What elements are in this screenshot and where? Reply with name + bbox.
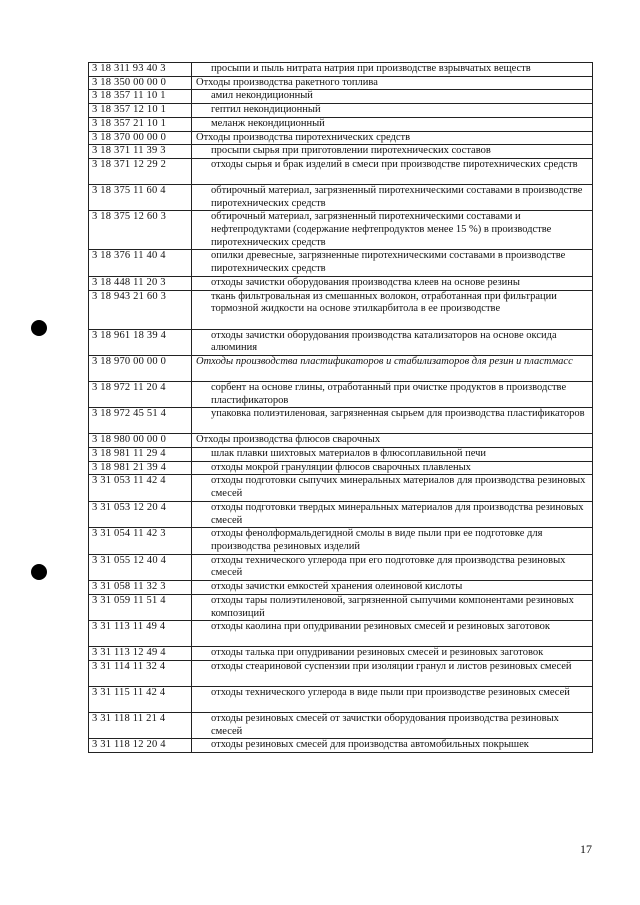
waste-name-cell: обтирочный материал, загрязненный пиротехническими составами и нефтепродуктами (содержание нефтепродуктов менее 15 %) в производстве пиротехнических средств bbox=[192, 211, 593, 250]
table-row bbox=[89, 594, 593, 620]
waste-name-cell: шлак плавки шихтовых материалов в флюсоплавильной печи bbox=[192, 448, 593, 462]
table-row bbox=[89, 276, 593, 290]
table-row bbox=[89, 647, 593, 661]
waste-code-cell: 3 18 357 11 10 1 bbox=[89, 90, 192, 104]
waste-code-cell: 3 31 113 12 49 4 bbox=[89, 647, 192, 661]
waste-codes-table bbox=[88, 62, 593, 753]
waste-code-cell: 3 18 972 11 20 4 bbox=[89, 381, 192, 407]
table-row bbox=[89, 686, 593, 712]
table-row bbox=[89, 63, 593, 77]
table-row bbox=[89, 184, 593, 210]
waste-code-cell: 3 18 357 21 10 1 bbox=[89, 117, 192, 131]
waste-name-cell: меланж некондиционный bbox=[192, 117, 593, 131]
waste-code-cell: 3 31 118 11 21 4 bbox=[89, 712, 192, 738]
table-row bbox=[89, 76, 593, 90]
waste-name-cell: просыпи и пыль нитрата натрия при производстве взрывчатых веществ bbox=[192, 63, 593, 77]
waste-code-cell: 3 18 371 12 29 2 bbox=[89, 158, 192, 184]
waste-code-cell: 3 18 961 18 39 4 bbox=[89, 329, 192, 355]
waste-name-cell: отходы подготовки твердых минеральных материалов для производства резиновых смесей bbox=[192, 501, 593, 527]
table-row bbox=[89, 528, 593, 554]
table-row bbox=[89, 290, 593, 329]
waste-code-cell: 3 31 053 11 42 4 bbox=[89, 475, 192, 501]
waste-name-cell: опилки древесные, загрязненные пиротехническими составами в производстве пиротехнических средств bbox=[192, 250, 593, 276]
waste-code-cell: 3 31 058 11 32 3 bbox=[89, 581, 192, 595]
waste-name-cell: отходы тары полиэтиленовой, загрязненной сыпучими компонентами резиновых композиций bbox=[192, 594, 593, 620]
waste-name-cell: упаковка полиэтиленовая, загрязненная сырьем для производства пластификаторов bbox=[192, 408, 593, 434]
waste-code-cell: 3 18 980 00 00 0 bbox=[89, 434, 192, 448]
waste-code-cell: 3 31 113 11 49 4 bbox=[89, 621, 192, 647]
punch-hole-top bbox=[31, 320, 47, 336]
waste-name-cell: просыпи сырья при приготовлении пиротехнических составов bbox=[192, 145, 593, 159]
waste-code-cell: 3 18 375 12 60 3 bbox=[89, 211, 192, 250]
table-row bbox=[89, 117, 593, 131]
waste-code-cell: 3 18 376 11 40 4 bbox=[89, 250, 192, 276]
table-row bbox=[89, 739, 593, 753]
waste-code-cell: 3 31 054 11 42 3 bbox=[89, 528, 192, 554]
group-name-cell: Отходы производства пластификаторов и стабилизаторов для резин и пластмасс bbox=[192, 355, 593, 381]
waste-name-cell: отходы мокрой грануляции флюсов сварочных плавленых bbox=[192, 461, 593, 475]
waste-name-cell: отходы фенолформальдегидной смолы в виде пыли при ее подготовке для производства резиновых изделий bbox=[192, 528, 593, 554]
waste-code-cell: 3 18 981 21 39 4 bbox=[89, 461, 192, 475]
table-row bbox=[89, 621, 593, 647]
table-row bbox=[89, 381, 593, 407]
waste-code-cell: 3 18 371 11 39 3 bbox=[89, 145, 192, 159]
waste-name-cell: ткань фильтровальная из смешанных волокон, отработанная при фильтрации тормозной жидкости на основе этилкарбитола в ее производстве bbox=[192, 290, 593, 329]
waste-name-cell: отходы технического углерода в виде пыли при производстве резиновых смесей bbox=[192, 686, 593, 712]
waste-name-cell: обтирочный материал, загрязненный пиротехническими составами в производстве пиротехнических средств bbox=[192, 184, 593, 210]
table-row bbox=[89, 329, 593, 355]
waste-code-cell: 3 31 055 12 40 4 bbox=[89, 554, 192, 580]
waste-code-cell: 3 31 059 11 51 4 bbox=[89, 594, 192, 620]
table-row bbox=[89, 475, 593, 501]
waste-name-cell: отходы талька при опудривании резиновых смесей и резиновых заготовок bbox=[192, 647, 593, 661]
waste-code-cell: 3 31 053 12 20 4 bbox=[89, 501, 192, 527]
waste-code-cell: 3 18 311 93 40 3 bbox=[89, 63, 192, 77]
table-row bbox=[89, 660, 593, 686]
waste-name-cell: амил некондиционный bbox=[192, 90, 593, 104]
table-row bbox=[89, 158, 593, 184]
group-name-cell: Отходы производства пиротехнических средств bbox=[192, 131, 593, 145]
page-number: 17 bbox=[580, 842, 592, 856]
table-row bbox=[89, 355, 593, 381]
waste-name-cell: отходы сырья и брак изделий в смеси при производстве пиротехнических средств bbox=[192, 158, 593, 184]
waste-code-cell: 3 18 943 21 60 3 bbox=[89, 290, 192, 329]
waste-code-cell: 3 31 115 11 42 4 bbox=[89, 686, 192, 712]
table-row bbox=[89, 250, 593, 276]
waste-name-cell: отходы резиновых смесей от зачистки оборудования производства резиновых смесей bbox=[192, 712, 593, 738]
waste-code-cell: 3 18 357 12 10 1 bbox=[89, 104, 192, 118]
table-body bbox=[89, 63, 593, 753]
waste-name-cell: отходы стеариновой суспензии при изоляции гранул и листов резиновых смесей bbox=[192, 660, 593, 686]
waste-name-cell: отходы зачистки оборудования производства катализаторов на основе оксида алюминия bbox=[192, 329, 593, 355]
waste-name-cell: сорбент на основе глины, отработанный при очистке продуктов в производстве пластификаторов bbox=[192, 381, 593, 407]
table-row bbox=[89, 131, 593, 145]
waste-code-cell: 3 18 448 11 20 3 bbox=[89, 276, 192, 290]
group-name-cell: Отходы производства флюсов сварочных bbox=[192, 434, 593, 448]
waste-code-cell: 3 18 972 45 51 4 bbox=[89, 408, 192, 434]
table-row bbox=[89, 408, 593, 434]
table-row bbox=[89, 211, 593, 250]
table-row bbox=[89, 145, 593, 159]
table-row bbox=[89, 581, 593, 595]
waste-code-cell: 3 18 350 00 00 0 bbox=[89, 76, 192, 90]
table-row bbox=[89, 104, 593, 118]
waste-code-cell: 3 18 981 11 29 4 bbox=[89, 448, 192, 462]
waste-name-cell: отходы технического углерода при его подготовке для производства резиновых смесей bbox=[192, 554, 593, 580]
waste-name-cell: отходы зачистки оборудования производства клеев на основе резины bbox=[192, 276, 593, 290]
table-row bbox=[89, 434, 593, 448]
punch-hole-bottom bbox=[31, 564, 47, 580]
table-row bbox=[89, 448, 593, 462]
waste-name-cell: гептил некондиционный bbox=[192, 104, 593, 118]
waste-name-cell: отходы подготовки сыпучих минеральных материалов для производства резиновых смесей bbox=[192, 475, 593, 501]
waste-name-cell: отходы каолина при опудривании резиновых смесей и резиновых заготовок bbox=[192, 621, 593, 647]
waste-code-cell: 3 18 375 11 60 4 bbox=[89, 184, 192, 210]
table-row bbox=[89, 554, 593, 580]
waste-code-cell: 3 31 118 12 20 4 bbox=[89, 739, 192, 753]
waste-name-cell: отходы зачистки емкостей хранения олеиновой кислоты bbox=[192, 581, 593, 595]
waste-name-cell: отходы резиновых смесей для производства автомобильных покрышек bbox=[192, 739, 593, 753]
waste-code-cell: 3 18 970 00 00 0 bbox=[89, 355, 192, 381]
table-row bbox=[89, 501, 593, 527]
table-row bbox=[89, 461, 593, 475]
waste-code-cell: 3 31 114 11 32 4 bbox=[89, 660, 192, 686]
group-name-cell: Отходы производства ракетного топлива bbox=[192, 76, 593, 90]
waste-code-cell: 3 18 370 00 00 0 bbox=[89, 131, 192, 145]
table-row bbox=[89, 712, 593, 738]
table-row bbox=[89, 90, 593, 104]
